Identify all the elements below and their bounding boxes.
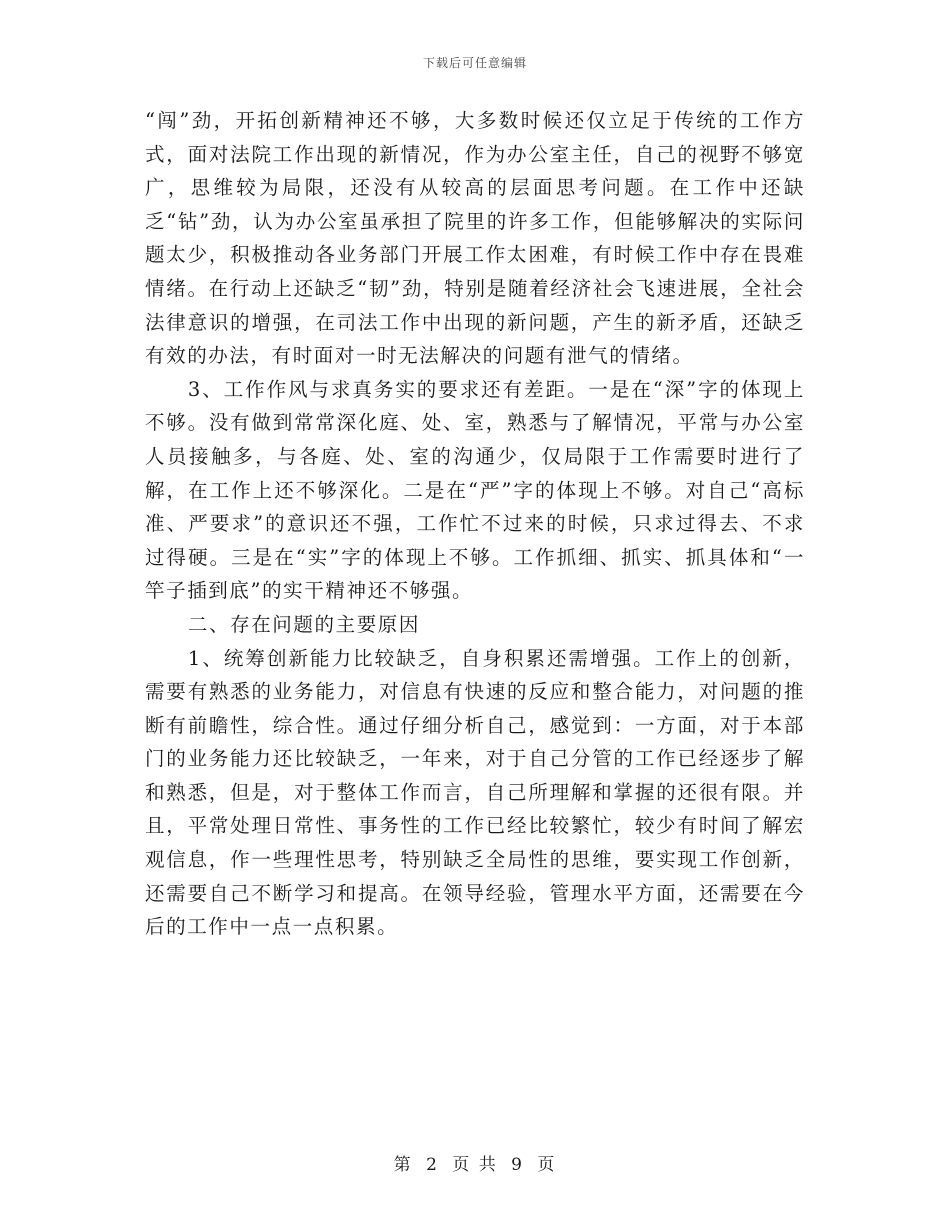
section-heading: 二、存在问题的主要原因 [187,612,420,636]
page-footer [0,1150,950,1175]
total-pages-number: 9 [511,1155,524,1175]
footer-suffix: 页 [537,1155,557,1175]
header-note: 下载后可任意编辑 [422,56,527,70]
document-body [145,104,805,944]
paragraph-2: 3、工作作风与求真务实的要求还有差距。一是在“深”字的体现上不够。没有做到常常深化庭、处、室，熟悉与了解情况，平常与办公室人员接触多，与各庭、处、室的沟通少，仅局限于工作需要时进行了解，在工作上还不够深化。二是在“严”字的体现上不够。对自己“高标准、严要求”的意识还不强，工作忙不过来的时候，只求过得去、不求过得硬。三是在“实”字的体现上不够。工作抓细、抓实、抓具体和“一竿子插到底”的实干精神还不够强。 [145,377,805,603]
footer-middle: 页 共 [452,1155,498,1175]
paragraph-3: 1、统筹创新能力比较缺乏，自身积累还需增强。工作上的创新，需要有熟悉的业务能力，对信息有快速的反应和整合能力，对问题的推断有前瞻性，综合性。通过仔细分析自己，感觉到：一方面，对于本部门的业务能力还比较缺乏，一年来，对于自己分管的工作已经逐步了解和熟悉，但是，对于整体工作而言，自己所理解和掌握的还很有限。并且，平常处理日常性、事务性的工作已经比较繁忙，较少有时间了解宏观信息，作一些理性思考，特别缺乏全局性的思维，要实现工作创新，还需要自己不断学习和提高。在领导经验，管理水平方面，还需要在今后的工作中一点一点积累。 [145,646,805,939]
footer-prefix: 第 [393,1155,413,1175]
current-page-number: 2 [426,1155,439,1175]
paragraph-1: “闯”劲，开拓创新精神还不够，大多数时候还仅立足于传统的工作方式，面对法院工作出现的新情况，作为办公室主任，自己的视野不够宽广，思维较为局限，还没有从较高的层面思考问题。在工作中还缺乏“钻”劲，认为办公室虽承担了院里的许多工作，但能够解决的实际问题太少，积极推动各业务部门开展工作太困难，有时候工作中存在畏难情绪。在行动上还缺乏“韧”劲，特别是随着经济社会飞速进展，全社会法律意识的增强，在司法工作中出现的新问题，产生的新矛盾，还缺乏有效的办法，有时面对一时无法解决的问题有泄气的情绪。 [145,109,805,368]
